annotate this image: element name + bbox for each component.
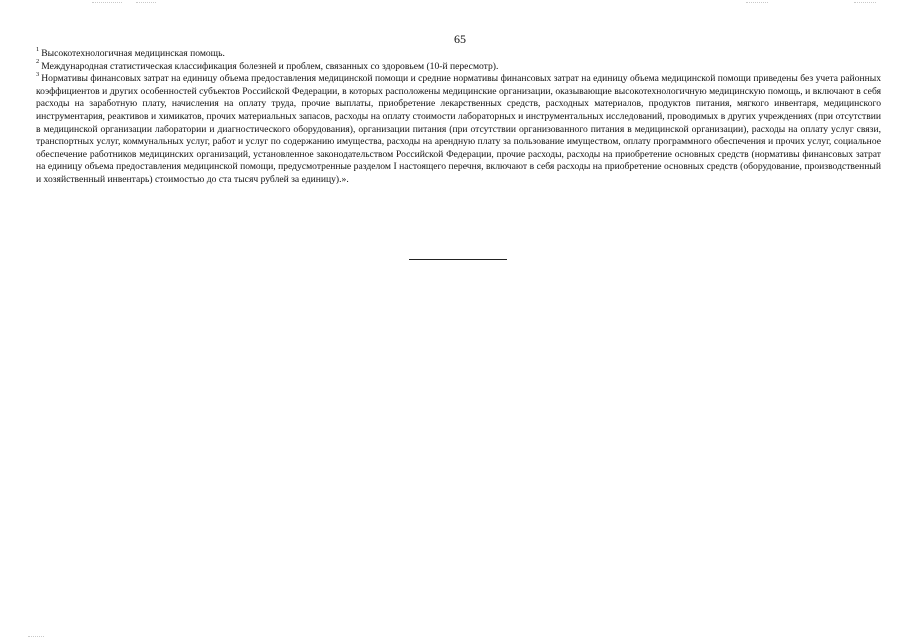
scan-artifact [854,2,876,4]
footnotes [36,45,881,187]
scan-artifact [746,2,768,4]
scan-artifact [136,2,156,4]
footnote-mark: 2 [36,58,40,66]
footnote-3 [36,73,881,186]
footnote-mark: 1 [36,45,40,53]
scan-artifact [92,2,122,4]
footnote-1 [36,45,881,61]
end-divider [409,259,507,260]
footnote-text: Высокотехнологичная медицинская помощь. [41,48,225,59]
page-number: 65 [454,32,466,46]
footnote-text: Международная статистическая классификация болезней и проблем, связанных со здоровьем (10-й пересмотр). [41,60,499,72]
footnote-mark: 3 [36,71,40,78]
scan-artifact [28,636,44,638]
footnote-2 [36,58,881,74]
footnote-text: Нормативы финансовых затрат на единицу объема предоставления медицинской помощи и средние нормативы финансовых затрат на единицу объема медицинской помощи приведены без учета районных коэффициентов и других особенностей субъектов Российской Федерации, в которых расположены медицинские организации, оказывающие высокотехнологичную медицинскую помощь, и включают в себя расходы на заработную плату, начисления на оплату труда, прочие выплаты, приобретение лекарственных средств, расходных материалов, продуктов питания, мягкого инвентаря, медицинского инструментария, реактивов и химикатов, прочих материальных запасов, расходы на оплату стоимости лабораторных и инструментальных исследований, проводимых в других учреждениях (при отсутствии в медицинской организации лаборатории и диагностического оборудования), организации питания (при отсутствии организованного питания в медицинской организации), расходы на оплату услуг связи, транспортных услуг, коммунальных услуг, работ и услуг по содержанию имущества, расходы на арендную плату за пользование имуществом, оплату программного обеспечения и прочих услуг, социальное обеспечение работников медицинских организаций, установленное законодательством Российской Федерации, прочие расходы, расходы на приобретение основных средств (нормативы финансовых затрат на единицу объема предоставления медицинской помощи, предусмотренные разделом I настоящего перечня, включают в себя расходы на приобретение основных средств (оборудование, производственный и хозяйственный инвентарь) стоимостью до ста тысяч рублей за единицу).». [36,73,881,185]
